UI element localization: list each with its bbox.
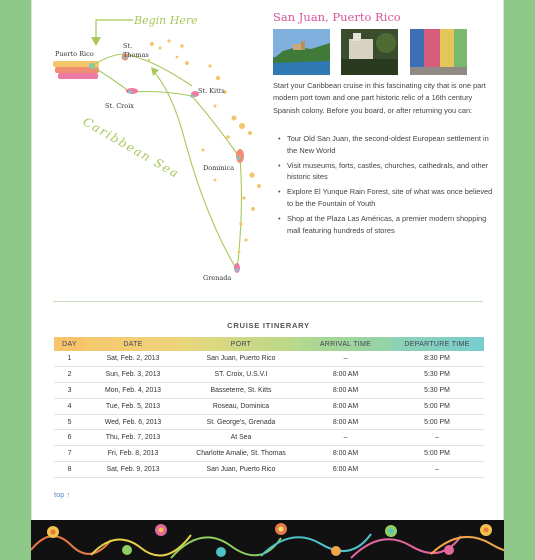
cell-port: San Juan, Puerto Rico: [181, 462, 301, 478]
cell-day: 4: [54, 398, 85, 414]
cell-date: Wed, Feb. 6, 2013: [85, 414, 181, 430]
activity-list: [273, 133, 499, 239]
photo-coastline-fort: [273, 29, 330, 75]
cell-port: ST. Croix, U.S.V.I: [181, 367, 301, 383]
header-date: DATE: [85, 337, 181, 351]
route-line-pr-to-croix: [92, 66, 130, 92]
route-line-croix-to-kitts: [130, 92, 192, 97]
cell-arrival: –: [301, 430, 390, 446]
cell-port: At Sea: [181, 430, 301, 446]
cruise-route-map: [32, 0, 272, 290]
itinerary-title: CRUISE ITINERARY: [227, 321, 310, 330]
list-item: • Tour Old San Juan, the second-oldest European settlement in the New World: [273, 133, 499, 157]
list-item: • Explore El Yunque Rain Forest, site of what was once believed to be the Fountain of Youth: [273, 186, 499, 210]
destination-title: San Juan, Puerto Rico: [273, 10, 401, 24]
list-item: • Shop at the Plaza Las Américas, a premier modern shopping mall featuring hundreds of stores: [273, 213, 499, 237]
cell-port: San Juan, Puerto Rico: [181, 351, 301, 367]
decorative-islands: [148, 39, 261, 253]
table-row: [54, 367, 484, 383]
header-departure-time: DEPARTURE TIME: [390, 337, 484, 351]
cell-departure: 5:00 PM: [390, 398, 484, 414]
label-dominica: Dominica: [203, 164, 235, 172]
cell-arrival: 6:00 AM: [301, 462, 390, 478]
cell-day: 2: [54, 367, 85, 383]
cell-day: 3: [54, 383, 85, 399]
cell-port: Charlotte Amalie, St. Thomas: [181, 446, 301, 462]
st-croix-port-dot: [128, 90, 132, 94]
photo-forest-castle: [341, 29, 398, 75]
cell-arrival: 8:00 AM: [301, 398, 390, 414]
list-item: • Visit museums, forts, castles, churches, cathedrals, and other historic sites: [273, 160, 499, 184]
cell-date: Tue, Feb. 5, 2013: [85, 398, 181, 414]
cell-departure: 8:30 PM: [390, 351, 484, 367]
cell-departure: –: [390, 430, 484, 446]
table-row: [54, 351, 484, 367]
label-puerto-rico: Puerto Rico: [55, 50, 94, 58]
cell-arrival: –: [301, 351, 390, 367]
destination-photos: [273, 29, 503, 75]
cell-date: Thu, Feb. 7, 2013: [85, 430, 181, 446]
label-st-thomas-line1: St.: [123, 42, 133, 50]
cell-date: Mon, Feb. 4, 2013: [85, 383, 181, 399]
header-arrival-time: ARRIVAL TIME: [301, 337, 390, 351]
st-kitts-port-dot: [190, 94, 194, 98]
photo-colorful-street: [410, 29, 467, 75]
itinerary-table: [54, 337, 484, 478]
table-row: [54, 414, 484, 430]
header-port: PORT: [181, 337, 301, 351]
st-croix-island: [126, 88, 138, 94]
cell-departure: 5:00 PM: [390, 446, 484, 462]
route-arrow-head: [151, 67, 159, 76]
cell-departure: 5:30 PM: [390, 367, 484, 383]
cell-arrival: 8:00 AM: [301, 383, 390, 399]
begin-arrow-line: [96, 20, 133, 40]
label-st-kitts: St. Kitts: [198, 87, 225, 95]
puerto-rico-island-pink: [58, 73, 98, 79]
label-st-thomas-line2: Thomas: [123, 51, 149, 59]
table-row: [54, 430, 484, 446]
cell-day: 1: [54, 351, 85, 367]
cell-arrival: 8:00 AM: [301, 367, 390, 383]
header-day: DAY: [54, 337, 85, 351]
begin-arrow-head: [91, 37, 101, 46]
grenada-port-dot: [235, 268, 239, 272]
begin-here-label: Begin Here: [134, 14, 198, 27]
cell-port: Roseau, Dominica: [181, 398, 301, 414]
cell-departure: –: [390, 462, 484, 478]
back-to-top-link[interactable]: top ↑: [54, 490, 71, 499]
page-container: [31, 0, 504, 520]
label-st-croix: St. Croix: [105, 102, 134, 110]
dominica-island: [236, 149, 244, 163]
cell-port: St. George's, Grenada: [181, 414, 301, 430]
table-row: [54, 446, 484, 462]
dominica-port-dot: [237, 156, 241, 160]
caribbean-sea-label: Caribbean Sea: [80, 114, 182, 182]
cell-date: Sat, Feb. 2, 2013: [85, 351, 181, 367]
cell-departure: 5:00 PM: [390, 414, 484, 430]
cell-day: 8: [54, 462, 85, 478]
table-row: [54, 383, 484, 399]
cell-day: 5: [54, 414, 85, 430]
section-divider: [53, 301, 483, 302]
table-row: [54, 398, 484, 414]
table-row: [54, 462, 484, 478]
floral-pattern: [31, 520, 504, 560]
cell-departure: 5:30 PM: [390, 383, 484, 399]
cell-arrival: 8:00 AM: [301, 414, 390, 430]
cell-day: 6: [54, 430, 85, 446]
cell-date: Fri, Feb. 8, 2013: [85, 446, 181, 462]
cell-date: Sun, Feb. 3, 2013: [85, 367, 181, 383]
table-header-row: [54, 337, 484, 351]
cell-arrival: 8:00 AM: [301, 446, 390, 462]
floral-footer-band: [31, 520, 504, 560]
cell-day: 7: [54, 446, 85, 462]
cell-port: Basseterre, St. Kitts: [181, 383, 301, 399]
label-grenada: Grenada: [203, 274, 232, 282]
cell-date: Sat, Feb. 9, 2013: [85, 462, 181, 478]
destination-intro: Start your Caribbean cruise in this fascinating city that is one part modern port town and one part historic relic of a 16th century Spanish colony. Before you board, or after returning you can:: [273, 81, 486, 115]
